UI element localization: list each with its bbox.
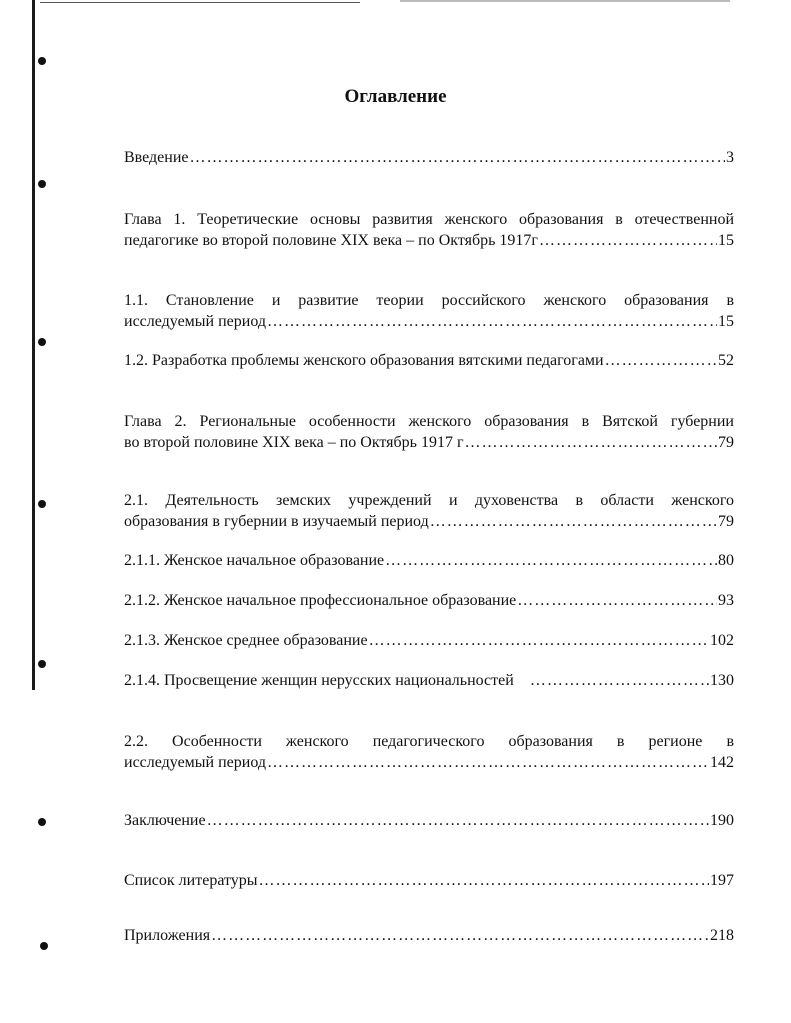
toc-entry-page: 190 xyxy=(710,812,734,829)
toc-entry-page: 79 xyxy=(718,513,734,530)
toc-entry-chapter-2 xyxy=(124,411,734,453)
dot-leader xyxy=(385,550,717,571)
dot-leader xyxy=(207,810,709,831)
toc-entry-label: Глава 1. Теоретические основы развития женского образования в отечественной xyxy=(124,211,734,228)
toc-entry-page: 218 xyxy=(710,927,734,944)
dot-leader xyxy=(517,590,717,611)
toc-entry-2-1-2 xyxy=(124,590,734,611)
toc-entry-bibliography xyxy=(124,870,734,891)
toc-entry-page: 142 xyxy=(710,754,734,771)
toc-entry-label: 2.2. Особенности женского педагогического образования в регионе в xyxy=(124,733,734,750)
toc-entry-label: 2.1.3. Женское среднее образование xyxy=(124,632,368,649)
scan-top-line-faint xyxy=(400,0,730,2)
toc-entry-label: 1.2. Разработка проблемы женского образования вятскими педагогами xyxy=(124,352,604,369)
toc-entry-1-2 xyxy=(124,350,734,371)
toc-entry-label: Список литературы xyxy=(124,872,258,889)
punch-hole-mark xyxy=(40,942,48,950)
toc-entry-label: Заключение xyxy=(124,812,206,829)
dot-leader xyxy=(369,630,709,651)
punch-hole-mark xyxy=(38,818,46,826)
toc-entry-2-1-4 xyxy=(124,670,734,691)
toc-entry-page: 93 xyxy=(718,592,734,609)
toc-entry-page: 102 xyxy=(710,632,734,649)
toc-entry-page: 79 xyxy=(718,434,734,451)
dot-leader xyxy=(259,870,709,891)
toc-entry-page: 130 xyxy=(710,672,734,689)
toc-entry-page: 15 xyxy=(718,232,734,249)
dot-leader xyxy=(211,925,709,946)
punch-hole-mark xyxy=(38,338,46,346)
toc-entry-label: 2.1.1. Женское начальное образование xyxy=(124,552,385,569)
toc-entry-label: исследуемый период xyxy=(124,313,267,330)
toc-entry-label: во второй половине XIX века – по Октябрь 1917 г xyxy=(124,434,464,451)
dot-leader xyxy=(430,511,717,532)
toc-entry-label: исследуемый период xyxy=(124,754,267,771)
dot-leader xyxy=(539,230,717,251)
dot-leader xyxy=(267,752,709,773)
toc-entry-introduction xyxy=(124,147,734,168)
toc-entry-page: 80 xyxy=(718,552,734,569)
toc-entry-page: 3 xyxy=(726,149,734,166)
toc-entry-2-1 xyxy=(124,490,734,532)
toc-entry-conclusion xyxy=(124,810,734,831)
toc-entry-label: Введение xyxy=(124,149,189,166)
toc-entry-label: 1.1. Становление и развитие теории российского женского образования в xyxy=(124,292,734,309)
toc-entry-label: Приложения xyxy=(124,927,211,944)
toc-entry-2-1-3 xyxy=(124,630,734,651)
punch-hole-mark xyxy=(38,57,46,65)
toc-entry-label: 2.1. Деятельность земских учреждений и духовенства в области женского xyxy=(124,492,734,509)
toc-entry-1-1 xyxy=(124,290,734,332)
toc-entry-label: педагогике во второй половине XIX века – по Октябрь 1917г xyxy=(124,232,538,249)
dot-leader xyxy=(190,147,726,168)
toc-entry-page: 197 xyxy=(710,872,734,889)
punch-hole-mark xyxy=(38,500,46,508)
toc-entry-chapter-1 xyxy=(124,209,734,251)
dot-leader xyxy=(530,670,709,691)
page-title: Оглавление xyxy=(344,86,447,107)
toc-entry-appendices xyxy=(124,925,734,946)
dot-leader xyxy=(605,350,717,371)
dot-leader xyxy=(465,432,717,453)
toc-entry-2-1-1 xyxy=(124,550,734,571)
toc-entry-2-2 xyxy=(124,731,734,773)
scan-top-line xyxy=(40,2,360,3)
toc-entry-label: Глава 2. Региональные особенности женского образования в Вятской губернии xyxy=(124,413,734,430)
toc-entry-page: 15 xyxy=(718,313,734,330)
toc-entry-label: 2.1.4. Просвещение женщин нерусских национальностей xyxy=(124,672,514,689)
punch-hole-mark xyxy=(38,660,46,668)
punch-hole-mark xyxy=(38,180,46,188)
toc-entry-page: 52 xyxy=(718,352,734,369)
dot-leader xyxy=(267,311,717,332)
toc-entry-label: 2.1.2. Женское начальное профессиональное образование xyxy=(124,592,517,609)
toc-entry-label: образования в губернии в изучаемый период xyxy=(124,513,429,530)
